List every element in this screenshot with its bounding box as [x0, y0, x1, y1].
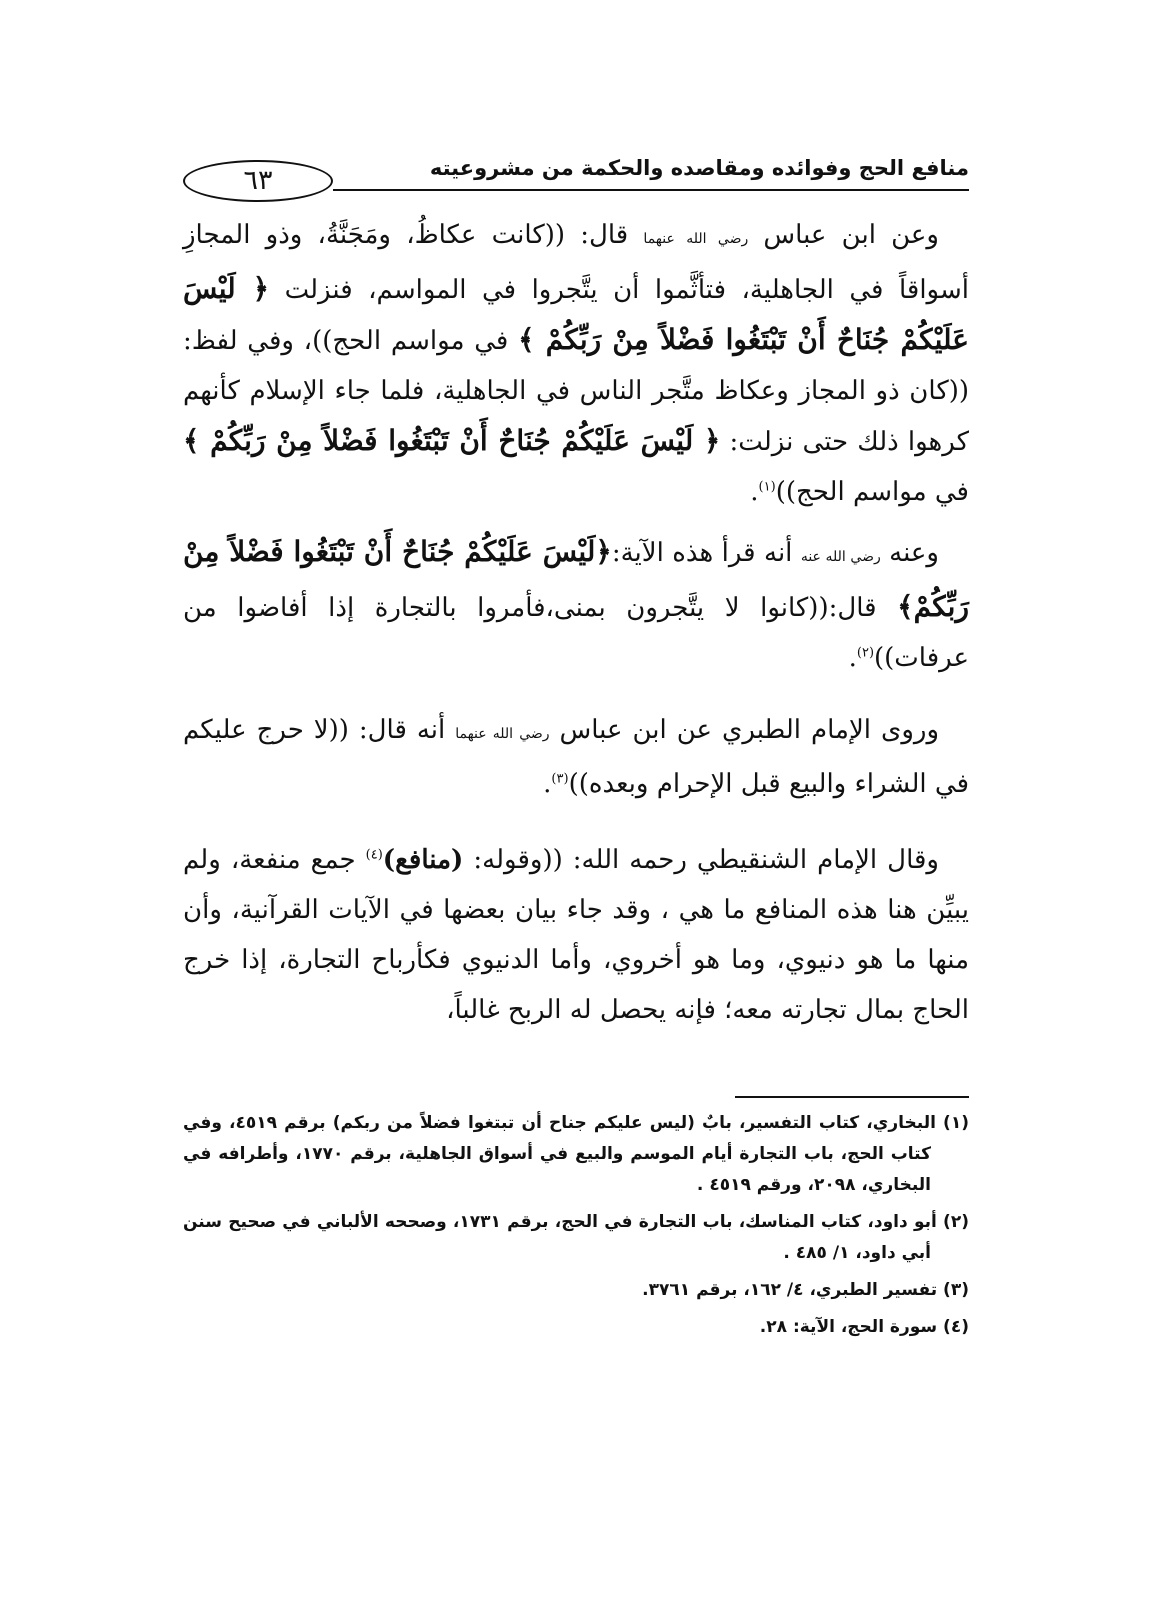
text-run: وعن ابن عباس	[748, 220, 939, 250]
paragraph	[183, 527, 969, 683]
text-run: أنه قرأ هذه الآية:	[611, 538, 801, 568]
page-number: ٦٣	[183, 160, 333, 202]
main-text	[183, 210, 969, 1053]
header-rule	[333, 189, 969, 191]
footnote-ref[interactable]: (١)	[758, 479, 776, 495]
text-run: وقال الإمام الشنقيطي رحمه الله: ((وقوله:	[463, 845, 939, 875]
quran-verse: ﴿ لَيْسَ عَلَيْكُمْ جُنَاحٌ أَنْ تَبْتَغُوا فَضْلاً مِنْ رَبِّكُمْ ﴾	[183, 424, 721, 457]
footnote: (٣) تفسير الطبري، ٤/ ١٦٢، برقم ٣٧٦١.	[642, 1280, 969, 1300]
text-run: في مواسم الحج))	[775, 477, 969, 507]
book-title: منافع الحج وفوائده ومقاصده والحكمة من مشروعيته	[429, 156, 969, 180]
footnotes	[183, 1108, 969, 1349]
text-run: جمع منفعة، ولم يبيِّن هنا هذه المنافع ما هي ، وقد جاء بيان بعضها في الآيات القرآنية، وأن منها ما هو دنيوي، وما هو أخروي، وأما الدنيوي فكأرباح التجارة، إذا خرج الحاج بمال تجارته معه؛ فإنه يحصل له الربح غالباً،	[183, 845, 969, 1025]
text-run: .	[543, 769, 552, 799]
running-header	[183, 150, 969, 206]
quran-verse: ﴿لَيْسَ عَلَيْكُمْ جُنَاحٌ أَنْ تَبْتَغُوا فَضْلاً مِنْ رَبِّكُمْ﴾	[183, 535, 969, 623]
text-run: قال: ((كانت عكاظُ، ومَجَنَّةُ، وذو المجازِ أسواقاً في الجاهلية، فتأثَّموا أن يتَّجروا في المواسم، فنزلت	[183, 220, 969, 305]
paragraph	[183, 705, 969, 809]
text-run: .	[750, 477, 759, 507]
honorific: رضي الله عنهما	[455, 726, 550, 742]
footnote-ref[interactable]: (٤)	[365, 847, 383, 863]
paragraph	[183, 835, 969, 1035]
honorific: رضي الله عنه	[800, 549, 881, 565]
footnote: (١) البخاري، كتاب التفسير، بابٌ (ليس عليكم جناح أن تبتغوا فضلاً من ربكم) برقم ٤٥١٩، وفي كتاب الحج، باب التجارة أيام الموسم والبيع في أسواق الجاهلية، برقم ١٧٧٠، وأطرافه في البخاري، ٢٠٩٨، ورقم ٤٥١٩ .	[183, 1113, 969, 1195]
honorific: رضي الله عنهما	[643, 231, 749, 247]
paragraph	[183, 210, 969, 517]
footnote: (٢) أبو داود، كتاب المناسك، باب التجارة في الحج، برقم ١٧٣١، وصححه الألباني في صحيح سنن أبي داود، ١/ ٤٨٥ .	[183, 1212, 969, 1263]
text-run: وعنه	[880, 538, 939, 568]
text-run: قال:((كانوا لا يتَّجرون بمنى،فأمروا بالتجارة إذا أفاضوا من عرفات))	[183, 593, 969, 673]
text-run: .	[848, 643, 857, 673]
footnote-ref[interactable]: (٢)	[856, 645, 875, 661]
text-run: في مواسم الحج))، وفي لفظ: ((كان ذو المجاز وعكاظ متَّجر الناس في الجاهلية، فلما جاء الإسلام كأنهم كرهوا ذلك حتى نزلت:	[183, 326, 969, 457]
quran-verse: ﴿ لَيْسَ عَلَيْكُمْ جُنَاحٌ أَنْ تَبْتَغُوا فَضْلاً مِنْ رَبِّكُمْ ﴾	[183, 272, 969, 356]
bold-term: (منافع)	[382, 845, 464, 875]
footnote-separator	[735, 1096, 969, 1098]
text-run: وروى الإمام الطبري عن ابن عباس	[549, 715, 939, 745]
footnote-ref[interactable]: (٣)	[551, 771, 569, 787]
footnote: (٤) سورة الحج، الآية: ٢٨.	[759, 1317, 969, 1337]
text-run: أنه قال: ((لا حرج عليكم في الشراء والبيع قبل الإحرام وبعده))	[183, 715, 969, 799]
